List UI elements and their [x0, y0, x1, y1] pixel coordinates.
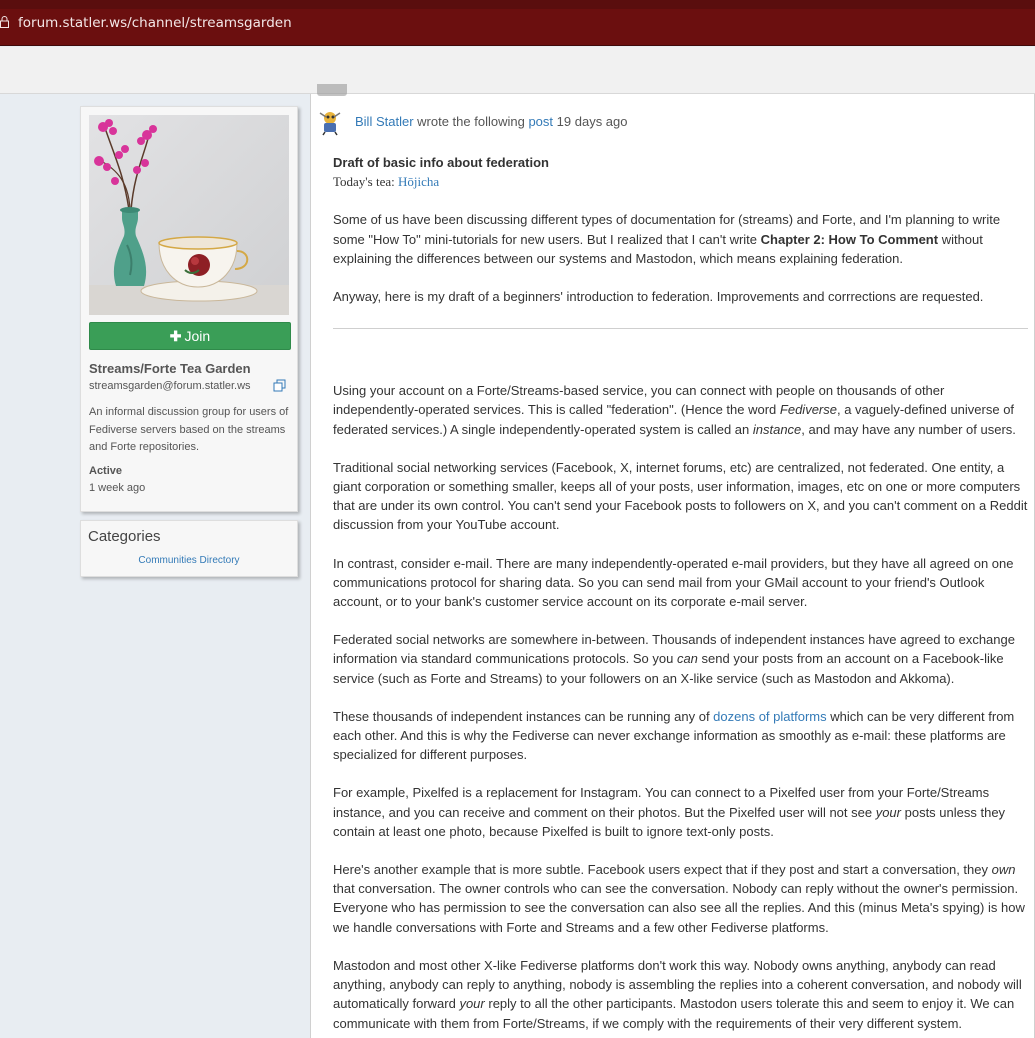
channel-description: An informal discussion group for users of Fediverse servers based on the streams and Forte repositories. — [89, 406, 289, 453]
channel-profile-card — [80, 106, 298, 512]
channel-cover-photo — [89, 115, 289, 315]
tea-link[interactable]: Hōjicha — [397, 174, 440, 190]
platforms-link[interactable]: dozens of platforms — [713, 708, 827, 724]
url-text[interactable]: forum.statler.ws/channel/streamsgarden — [18, 15, 292, 31]
paragraph-10: Mastodon and most other X-like Fediverse platforms don't work this way. Nobody owns anything, anybody can read anything, anybody can reply to anything, nobody is assembling the replies into a coherent conversation, and nobody will automatically forward your reply to all the other participants. Mastodon users tolerate this and seem to enjoy it. We can communicate with them from Forte/Streams, if we comply with the requirements of their very different system. — [333, 957, 1022, 1031]
author-link[interactable]: Bill Statler — [355, 114, 414, 129]
plus-icon: ✚ — [169, 328, 182, 344]
channel-address: streamsgarden@forum.statler.ws — [89, 380, 251, 392]
divider — [333, 328, 1028, 329]
lock-icon — [0, 16, 9, 28]
paragraph-1: Some of us have been discussing different types of documentation for (streams) and Forte, and I'm planning to write some "How To" mini-tutorials for new users. But I realized that I can't write Chapter 2: How To Comment without explaining the differences between our systems and Mastodon, which means explaining federation. — [333, 212, 1001, 266]
post-link[interactable]: post — [528, 114, 554, 129]
tea-line — [333, 172, 1028, 191]
paragraph-4: Traditional social networking services (Facebook, X, internet forums, etc) are centralized, not federated. One entity, a giant corporation or something smaller, keeps all of your posts, user information, images, etc on one or more computers that are under its own control. You can't send your Facebook posts to followers on X, and you can't comment on a Reddit discussion from your YouTube account. — [333, 459, 1028, 533]
paragraph-2: Anyway, here is my draft of a beginners' introduction to federation. Improvements and corrrections are requested. — [333, 289, 984, 305]
post-meta — [355, 114, 628, 129]
copy-icon[interactable] — [273, 379, 286, 392]
categories-title: Categories — [88, 528, 161, 545]
paragraph-9: Here's another example that is more subtle. Facebook users expect that if they post and start a conversation, they own that conversation. The owner controls who can see the conversation. Nobody can reply without the owner's permission. Everyone who has permission to see the conversation can also see all the replies. And this (minus Meta's spying) is how we handle conversations with Forte and Streams and a few other Fediverse platforms. — [333, 862, 1025, 935]
site-navbar — [0, 47, 1035, 94]
browser-address-bar[interactable] — [0, 0, 1035, 46]
post-title: Draft of basic info about federation — [333, 155, 549, 170]
post-body — [333, 153, 1028, 1038]
categories-widget — [80, 520, 298, 577]
paragraph-5: In contrast, consider e-mail. There are many independently-operated e-mail providers, but they have all agreed on one communications protocol for sharing data. So you can send mail from your GMail account to your friend's Outlook account, or to your bank's customer service account on its corporate e-mail server. — [333, 555, 1014, 610]
previous-post-avatar — [317, 84, 347, 96]
tea-prefix: Today's tea: — [333, 174, 395, 190]
paragraph-3: Using your account on a Forte/Streams-based service, you can connect with people on thousands of other independently-operated services. This is called "federation". (Hence the word Fediverse, a vaguely-defined universe of federated services.) A single independently-operated system is called an instance, and may have any number of users. — [333, 383, 1016, 437]
tea-vase-image — [89, 115, 289, 315]
active-time: 1 week ago — [89, 482, 146, 494]
paragraph-8: For example, Pixelfed is a replacement for Instagram. You can connect to a Pixelfed user from your Forte/Streams instance, and you can receive and comment on their photos. But the Pixelfed user will not see your posts unless they contain at least one photo, because Pixelfed is built to ignore text-only posts. — [333, 785, 1006, 839]
channel-name: Streams/Forte Tea Garden — [89, 361, 251, 376]
active-label: Active — [89, 465, 123, 477]
author-avatar[interactable] — [316, 109, 344, 136]
join-label: Join — [184, 328, 211, 344]
paragraph-6: Federated social networks are somewhere in-between. Thousands of independent instances have agreed to exchange information via standard communications protocols. So you can send your posts from an account on a Facebook-like service (such as Forte and Streams) to your followers on an X-like service (such as Mastodon and Akkoma). — [333, 632, 1015, 686]
post-time: 19 days ago — [556, 114, 628, 129]
paragraph-7: These thousands of independent instances can be running any of dozens of platforms which can be very different from each other. And this is why the Fediverse can never exchange information as smoothly as e-mail: these platforms are specialized for different purposes. — [333, 708, 1015, 763]
join-button[interactable] — [89, 322, 291, 350]
wrote-text: wrote the following — [417, 114, 525, 129]
communities-directory-link[interactable]: Communities Directory — [138, 555, 240, 566]
